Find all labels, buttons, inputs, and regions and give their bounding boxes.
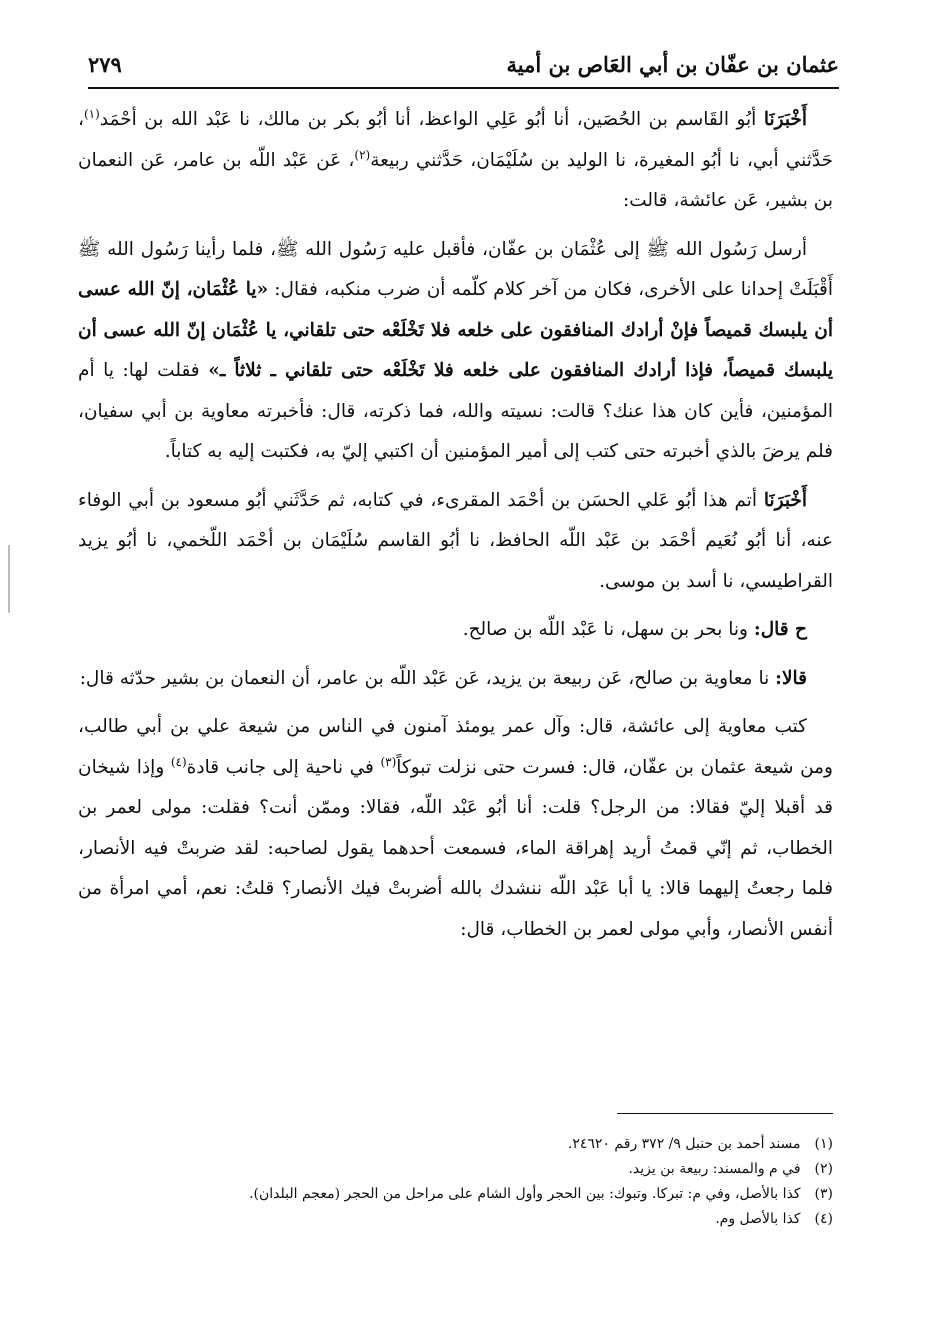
lead-word: ح قال:: [753, 619, 807, 640]
footnote-text: كذا بالأصل، وفي م: تبركا. وتبوك: بين الحجر وأول الشام على مراحل من الحجر (معجم البلدان).: [249, 1186, 801, 1202]
footnote-ref-2[interactable]: (٢): [354, 147, 371, 162]
text-segment: ، حَدَّثني أبي، نا أبُو المغيرة، نا الوليد بن سُلَيْمَان، حَدَّثني ربيعة: [78, 109, 833, 171]
text-segment: وإذا شيخان قد أقبلا إليّ فقالا: من الرجل؟ قلت: أنا أبُو عَبْد اللّه، فقالا: وممّن أنت؟ فقلت: مولى لعمر بن الخطاب، ثم إنّي قمتُ أريد إهراقة الماء، فسمعت أحدهما يقول لصاحبه: لقد ضربتْ فيه الأنصار، فلما رجعتُ إليهما قالا: يا أبا عَبْد اللّه ننشدك بالله أضربتْ فيك الأنصار؟ قلتُ: نعم، أمي امرأة من أنفس الأنصار، وأبي مولى لعمر بن الخطاب، قال:: [78, 756, 833, 940]
footnotes: [78, 1132, 833, 1232]
text-segment: نا معاوية بن صالح، عَن ربيعة بن يزيد، عَن عَبْد اللّه بن عامر، أن النعمان بن بشير حدّثه قال:: [79, 667, 770, 689]
paragraph-3: [78, 481, 833, 603]
text-segment: أبُو القَاسم بن الحُصَين، أنا أبُو عَلِي الواعظ، أنا أبُو بكر بن مالك، نا عَبْد الله بن أحْمَد: [99, 109, 757, 130]
footnote-ref-1[interactable]: (١): [83, 106, 100, 121]
paragraph-6: [78, 707, 833, 950]
footnote-text: كذا بالأصل وم.: [715, 1211, 801, 1227]
text-segment: في ناحية إلى جانب قادة: [186, 756, 381, 778]
footnote-number: (٤): [814, 1211, 833, 1227]
footnote-1: [78, 1132, 833, 1157]
footnote-3: [78, 1182, 833, 1207]
footnote-number: (٢): [814, 1161, 833, 1177]
footnote-ref-4[interactable]: (٤): [170, 754, 187, 769]
footnote-2: [78, 1157, 833, 1182]
main-text: [78, 100, 833, 958]
header-rule: [88, 87, 839, 89]
lead-word: أَخْبَرَنَا: [763, 109, 807, 130]
footnote-text: في م والمسند: ربيعة بن يزيد.: [628, 1161, 801, 1177]
footnote-4: [78, 1207, 833, 1232]
lead-word: قالا:: [775, 667, 807, 689]
paragraph-2: [78, 230, 833, 473]
text-segment: ، عَن عَبْد اللّه بن عامر، عَن النعمان بن بشير، عَن عائشة، قالت:: [78, 149, 833, 211]
text-segment: كتب معاوية إلى عائشة، قال: وآل عمر يومئذ آمنون في الناس من شيعة علي بن أبي طالب، ومن شيعة عثمان بن عفّان، قال: فسرت حتى نزلت تبوكاً: [78, 716, 833, 778]
lead-word: أَخْبَرَنَا: [763, 489, 807, 511]
footnote-rule: [617, 1113, 833, 1114]
hadith-quote: «يا عُثْمَان، إنّ الله عسى أن يلبسك قميصاً فإنْ أرادك المنافقون على خلعه فلا تَخْلَعْه حتى تلقاني، يا عُثْمَان إنّ الله عسى أن يلبسك قميصاً، فإذا أرادك المنافقون على خلعه فلا تَخْلَعْه حتى تلقاني ـ ثلاثاً ـ»: [78, 279, 834, 381]
text-segment: أرسل رَسُول الله ﷺ إلى عُثْمَان بن عفّان، فأقبل عليه رَسُول الله ﷺ، فلما رأينا رَسُول الله ﷺ أَقْبَلَتْ إحدانا على الأخرى، فكان من آخر كلام كلّمه أن ضرب منكبه، فقال:: [78, 238, 833, 300]
margin-mark: [8, 545, 10, 613]
footnote-ref-3[interactable]: (٣): [380, 754, 397, 769]
paragraph-4: [78, 610, 833, 651]
page-number: ٢٧٩: [88, 51, 122, 77]
text-segment: ونا بحر بن سهل، نا عَبْد اللّه بن صالح.: [462, 619, 748, 640]
paragraph-1: [78, 100, 833, 222]
running-header: [88, 44, 839, 84]
footnote-number: (٣): [814, 1186, 833, 1202]
header-title: عثمان بن عفّان بن أبي العَاص بن أمية: [506, 51, 839, 77]
footnote-text: مسند أحمد بن حنبل ٩/ ٣٧٢ رقم ٢٤٦٢٠.: [567, 1136, 801, 1152]
text-segment: فقلت لها: يا أم المؤمنين، فأين كان هذا عنك؟ قالت: نسيته والله، فما ذكرته، قال: فأخبرته معاوية بن أبي سفيان، فلم يرضَ بالذي أخبرته حتى كتب إلى أمير المؤمنين أن اكتبي إليّ به، فكتبت إليه به كتاباً.: [78, 360, 833, 462]
paragraph-5: [78, 659, 833, 700]
footnote-number: (١): [814, 1136, 833, 1152]
text-segment: أتم هذا أبُو عَلي الحسَن بن أحْمَد المقرىء، في كتابه، ثم حَدَّثَني أبُو مسعود بن أبي الوفاء عنه، أنا أبُو نُعَيم أحْمَد بن عَبْد اللّه الحافظ، نا أبُو القاسم سُلَيْمَان بن أحْمَد اللّخمي، نا أبُو يزيد القراطيسي، نا أسد بن موسى.: [78, 489, 833, 592]
